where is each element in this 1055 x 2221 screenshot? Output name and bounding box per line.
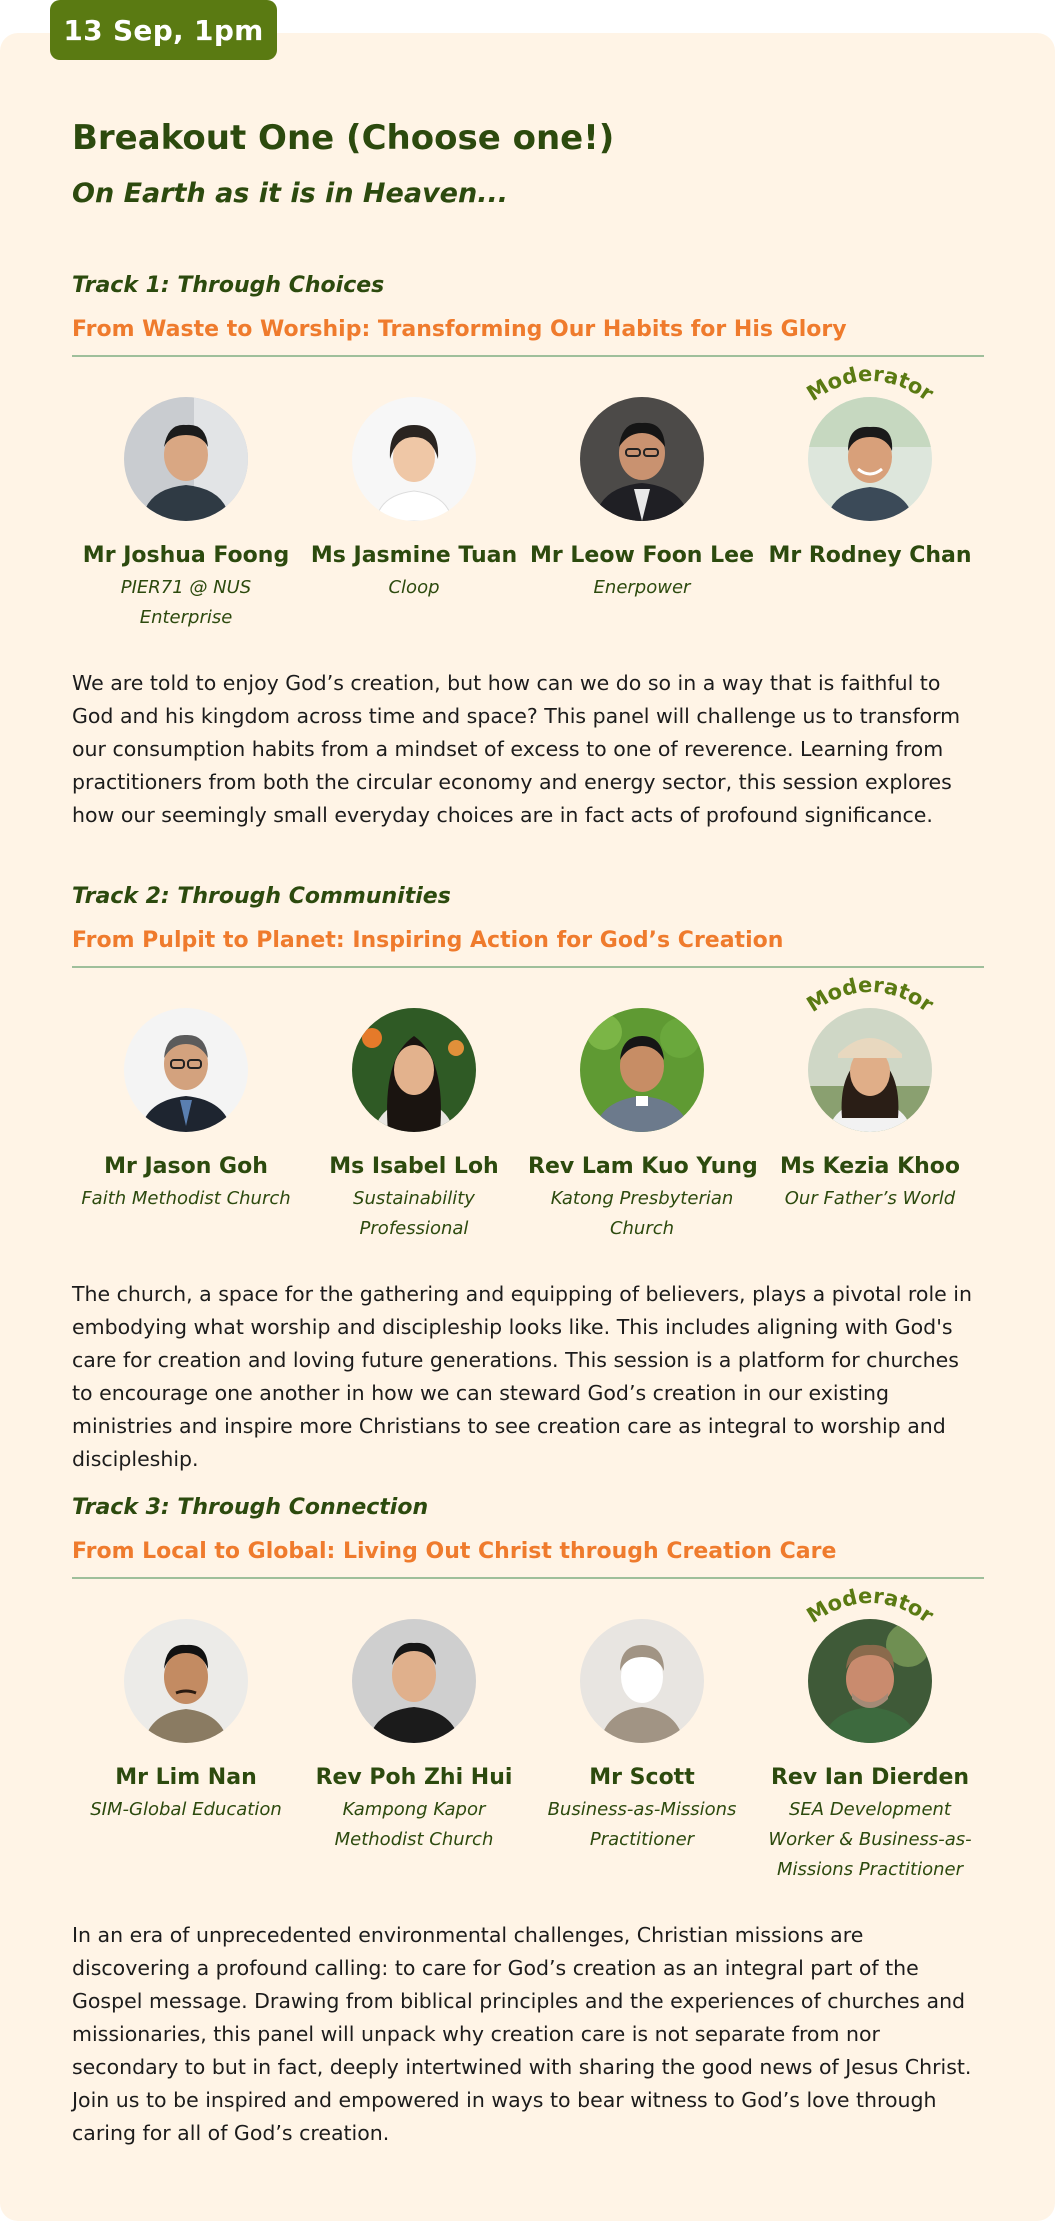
speaker-organization: Sustainability Professional [353, 1188, 475, 1239]
speaker-photo [352, 397, 476, 521]
speaker-name: Rev Lam Kuo Yung [528, 1154, 758, 1179]
speaker-photo [580, 1008, 704, 1132]
speaker-photo [352, 1008, 476, 1132]
date-badge: 13 Sep, 1pm [50, 0, 277, 60]
speaker-name: Rev Poh Zhi Hui [315, 1765, 513, 1790]
speaker-photo [124, 1008, 248, 1132]
speaker-name: Ms Jasmine Tuan [310, 543, 518, 568]
speaker-organization: Kampong Kapor Methodist Church [334, 1799, 494, 1850]
speaker-organization: SEA Development Worker & Business-as-Missions Practitioner [768, 1799, 972, 1880]
speaker-organization: Enerpower [593, 577, 691, 598]
speaker-card [528, 397, 756, 603]
speaker-organization: SIM-Global Education [90, 1799, 282, 1820]
speaker-card [756, 972, 984, 1214]
speaker-card [72, 1008, 300, 1214]
speaker-photo [580, 1619, 704, 1743]
track-description: The church, a space for the gathering and equipping of believers, plays a pivotal role in embodying what worship and discipleship looks like. This includes aligning with God's care for creation and loving future generations. This session is a platform for churches to encourage one another in how we can steward God’s creation in our existing ministries and inspire more Christians to see creation care as integral to worship and discipleship. [72, 1282, 972, 1471]
speaker-organization: Business-as-Missions Practitioner [547, 1799, 737, 1850]
speaker-photo [124, 397, 248, 521]
track-subtitle: From Pulpit to Planet: Inspiring Action for God’s Creation [72, 928, 784, 953]
track-description: In an era of unprecedented environmental challenges, Christian missions are discovering a profound calling: to care for God’s creation as an integral part of the Gospel message. Drawing from biblical principles and the experiences of churches and missionaries, this panel will unpack why creation care is not separate from nor secondary to but in fact, deeply intertwined with sharing the good news of Jesus Christ. Join us to be inspired and empowered in ways to bear witness to God’s love through caring for all of God’s creation. [72, 1923, 972, 2145]
speaker-name: Mr Leow Foon Lee [530, 543, 754, 568]
speaker-list [72, 1583, 984, 1919]
speaker-name: Ms Isabel Loh [329, 1154, 499, 1179]
speaker-card [756, 1583, 984, 1885]
speaker-card [72, 1619, 300, 1825]
track-title: Track 3: Through Connection [72, 1495, 429, 1520]
page-subtitle: On Earth as it is in Heaven... [72, 178, 508, 209]
speaker-list [72, 361, 984, 667]
speaker-name: Rev Ian Dierden [770, 1765, 970, 1790]
speaker-organization: Faith Methodist Church [81, 1188, 291, 1209]
speaker-card [300, 1619, 528, 1855]
track-1 [72, 271, 984, 832]
speaker-photo [580, 397, 704, 521]
speaker-name: Mr Jason Goh [104, 1154, 268, 1179]
speaker-photo [808, 1008, 932, 1132]
track-2 [72, 882, 984, 1476]
speaker-photo [124, 1619, 248, 1743]
track-3 [72, 1493, 984, 2150]
moderator-label-text: Moderator [802, 972, 938, 1017]
moderator-label-text: Moderator [802, 361, 938, 406]
track-title: Track 1: Through Choices [72, 273, 385, 298]
track-subtitle: From Local to Global: Living Out Christ through Creation Care [72, 1539, 837, 1564]
speaker-card [300, 1008, 528, 1244]
speaker-name: Mr Scott [589, 1765, 695, 1790]
moderator-label-text: Moderator [802, 1583, 938, 1628]
speaker-card [300, 397, 528, 603]
speaker-name: Mr Joshua Foong [82, 543, 290, 568]
speaker-photo [808, 397, 932, 521]
speaker-name: Ms Kezia Khoo [779, 1154, 961, 1179]
page-title: Breakout One (Choose one!) [72, 118, 615, 158]
speaker-organization: Our Father’s World [784, 1188, 956, 1209]
speaker-organization: Cloop [388, 577, 440, 598]
track-description: We are told to enjoy God’s creation, but how can we do so in a way that is faithful to God and his kingdom across time and space? This panel will challenge us to transform our consumption habits from a mindset of excess to one of reverence. Learning from practitioners from both the circular economy and energy sector, this session explores how our seemingly small everyday choices are in fact acts of profound significance. [72, 671, 961, 827]
speaker-list [72, 972, 984, 1278]
speaker-card [528, 1619, 756, 1855]
speaker-organization: Katong Presbyterian Church [550, 1188, 734, 1239]
speaker-card [528, 1008, 756, 1244]
speaker-photo [352, 1619, 476, 1743]
speaker-photo [808, 1619, 932, 1743]
speaker-card [756, 361, 984, 573]
track-subtitle: From Waste to Worship: Transforming Our Habits for His Glory [72, 317, 847, 342]
track-title: Track 2: Through Communities [72, 884, 451, 909]
speaker-name: Mr Lim Nan [115, 1765, 257, 1790]
speaker-name: Mr Rodney Chan [768, 543, 972, 568]
speaker-card [72, 397, 300, 633]
speaker-organization: PIER71 @ NUS Enterprise [120, 577, 252, 628]
